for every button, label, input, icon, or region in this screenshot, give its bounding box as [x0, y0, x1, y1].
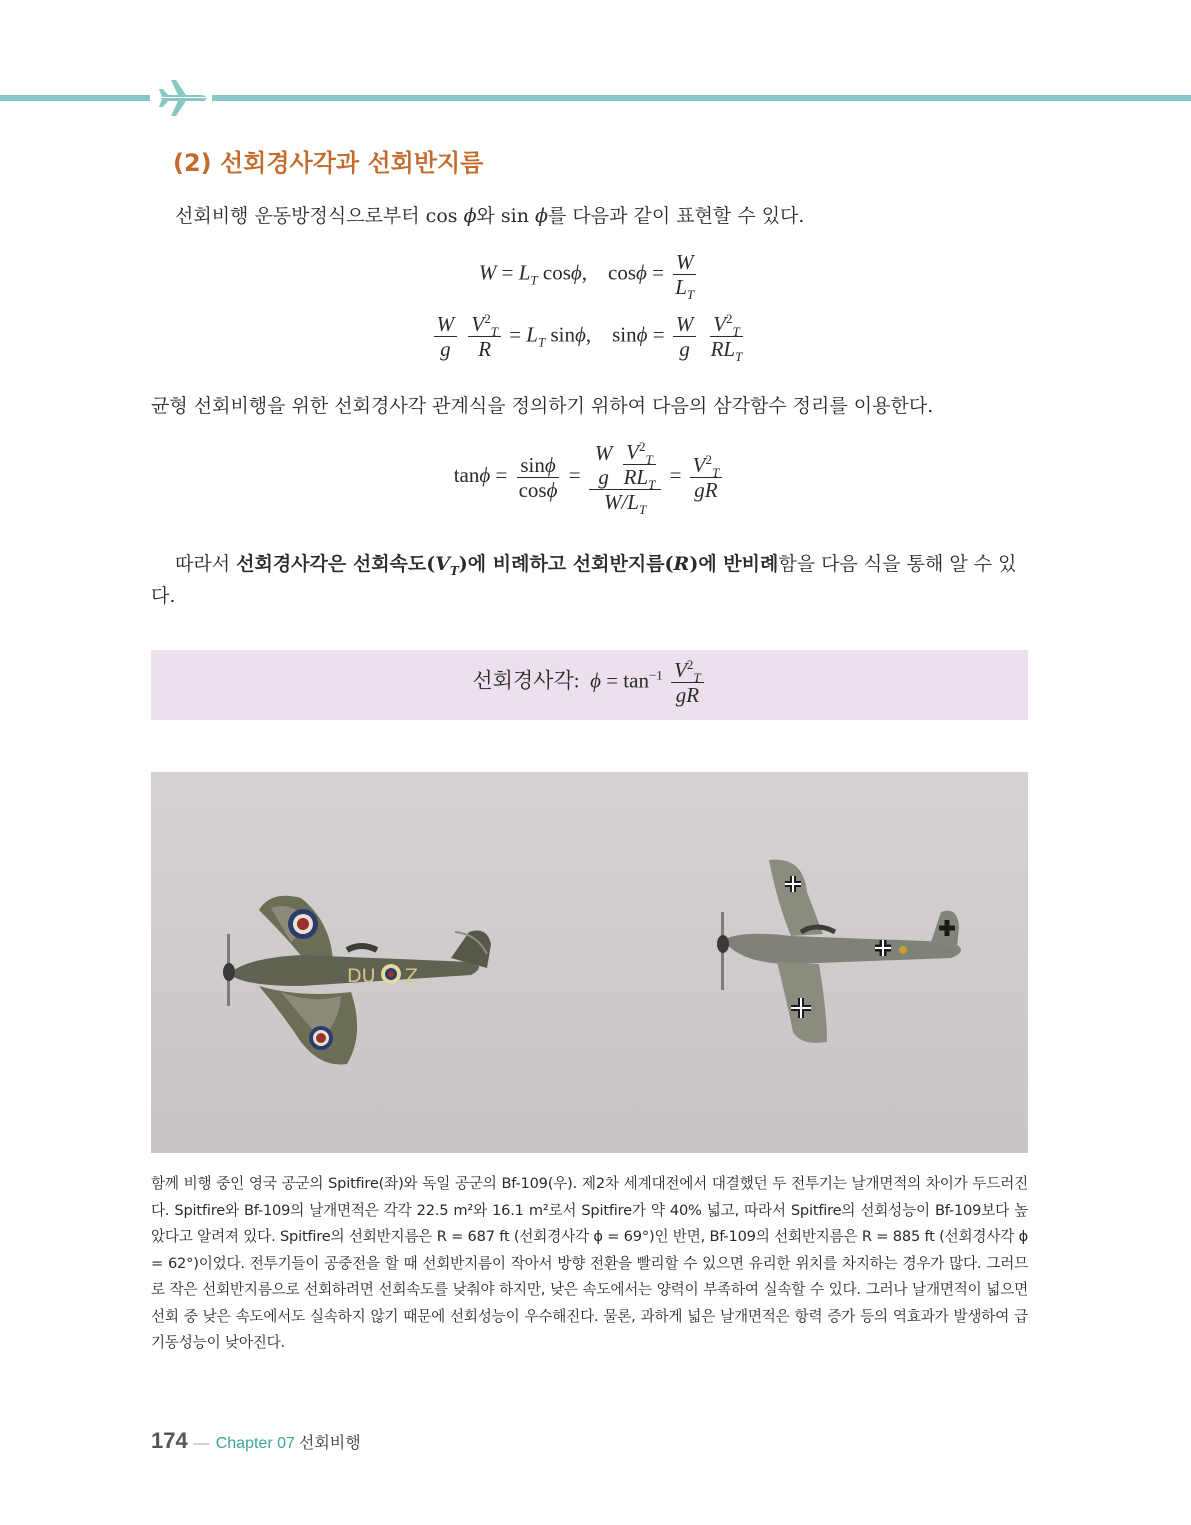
top-rule-left: [0, 95, 150, 101]
section-title: (2) 선회경사각과 선회반지름: [173, 149, 484, 177]
equation-sin: $\frac{W}{g}$ $\frac{V^2_T}{R}$ = $L_T$ sinϕ, sinϕ = $\frac{W}{g}$ $\frac{V^2_T}{RL_T}$: [151, 312, 1028, 361]
paragraph-conclusion: 따라서 선회경사각은 선회속도$(V_T)$에 비례하고 선회반지름(R)에 반비례함을 다음 식을 통해 알 수 있다.: [151, 553, 1017, 607]
aircraft-photo: [151, 772, 1028, 1153]
paragraph-trig: 균형 선회비행을 위한 선회경사각 관계식을 정의하기 위하여 다음의 삼각함수 정리를 이용한다.: [151, 395, 934, 417]
footer-separator: —: [193, 1435, 210, 1452]
svg-text:Z: Z: [405, 965, 419, 987]
page-number: 174: [151, 1428, 188, 1453]
chapter-name: 선회비행: [298, 1435, 361, 1452]
equation-tan: tanϕ = $\frac{\sin\phi}{\cos\phi}$ = W g $\frac{V^2_T}{RL_T}$ $W/L_T$ = $\frac{V^2_T}{gR}$: [151, 440, 1028, 514]
page-footer: [151, 1428, 361, 1454]
equation-cos: $W = L_T$ cosϕ, cosϕ = $\frac{W}{L_T}$: [151, 250, 1028, 299]
top-rule-right: [212, 95, 1191, 101]
paragraph-intro: 선회비행 운동방정식으로부터 cos ϕ와 sin ϕ를 다음과 같이 표현할 수 있다.: [175, 205, 805, 227]
chapter-label: Chapter 07: [215, 1435, 295, 1452]
formula-bank-angle: 선회경사각: $\phi = \tan^{-1}$ $\frac{V^2_T}{gR}$: [151, 658, 1028, 707]
svg-text:DU: DU: [347, 965, 376, 987]
airplane-icon: [156, 78, 208, 118]
formula-box: [151, 650, 1028, 720]
photo-caption: 함께 비행 중인 영국 공군의 Spitfire(좌)와 독일 공군의 Bf-109(우). 제2차 세계대전에서 대결했던 두 전투기는 날개면적의 차이가 두드러진다. Spitfire와 Bf-109의 날개면적은 각각 22.5 m²와 16.1 m²로서 Spitfire가 약 40% 넓고, 따라서 Spitfire의 선회성능이 Bf-109보다 높았다고 알려져 있다. Spitfire의 선회반지름은 R = 687 ft (선회경사각 ϕ = 69°)인 반면, Bf-109의 선회반지름은 R = 885 ft (선회경사각 ϕ = 62°)이었다. 전투기들이 공중전을 할 때 선회반지름이 작아서 방향 전환을 빨리할 수 있으면 유리한 위치를 차지하는 경우가 많다. 그러므로 작은 선회반지름으로 선회하려면 선회속도를 낮춰야 하지만, 낮은 속도에서는 양력이 부족하여 실속할 수 있다. 그러나 날개면적이 넓으면 선회 중 낮은 속도에서도 실속하지 않기 때문에 선회성능이 우수해진다. 물론, 과하게 넓은 날개면적은 항력 증가 등의 역효과가 발생하여 급기동성능이 낮아진다.: [151, 1175, 1028, 1351]
